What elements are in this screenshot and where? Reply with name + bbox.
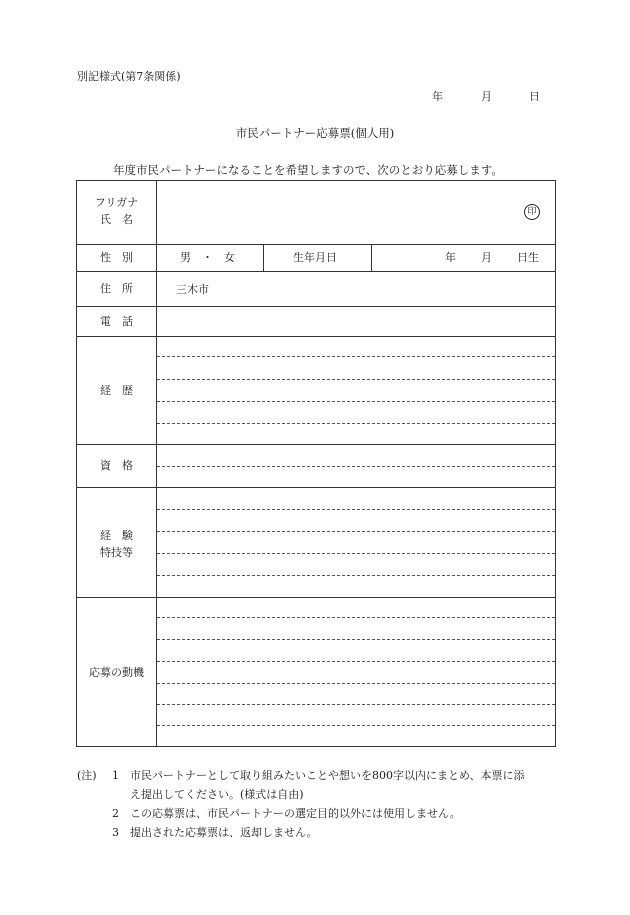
birthdate-label: 生年月日: [293, 251, 337, 264]
row-divider: [76, 244, 556, 245]
phone-field[interactable]: [157, 307, 555, 336]
motivation-field[interactable]: [157, 598, 555, 746]
note-number: 3: [112, 826, 119, 839]
experience-field[interactable]: [157, 488, 555, 597]
special-skills-label: 特技等: [100, 546, 133, 559]
experience-label: 経 験: [100, 529, 133, 542]
form-number: 別記様式(第7条関係): [77, 70, 181, 83]
note-number: 2: [112, 807, 119, 820]
intro-statement: 年度市民パートナーになることを希望しますので、次のとおり応募します。: [113, 163, 503, 177]
name-label: 氏 名: [100, 213, 133, 226]
note-text: 提出された応募票は、返却しません。: [130, 826, 318, 839]
motivation-label: 応募の動機: [89, 666, 144, 679]
qualification-field[interactable]: [157, 445, 555, 487]
note-text: 市民パートナーとして取り組みたいことや想いを800字以内にまとめ、本票に添: [130, 769, 525, 782]
address-field[interactable]: 三木市: [176, 283, 209, 296]
birth-month-label: 月: [481, 251, 492, 264]
address-label: 住 所: [100, 282, 133, 295]
note-text-continued: え提出してください。(様式は自由): [130, 788, 304, 801]
seal-mark-icon: 印: [524, 204, 540, 220]
qualification-label: 資 格: [100, 459, 133, 472]
birth-day-label: 日生: [517, 251, 539, 264]
birth-year-label: 年: [445, 251, 456, 264]
furigana-label: フリガナ: [94, 196, 139, 209]
gender-options[interactable]: 男 ・ 女: [180, 251, 235, 264]
gender-divider: [263, 244, 264, 271]
date-year-label: 年: [432, 90, 443, 103]
gender-label: 性 別: [100, 251, 133, 264]
date-day-label: 日: [529, 90, 540, 103]
note-number: 1: [112, 769, 119, 782]
career-label: 経 歴: [100, 384, 133, 397]
form-title: 市民パートナー応募票(個人用): [235, 126, 395, 140]
notes-prefix: (注): [77, 769, 97, 782]
note-text: この応募票は、市民パートナーの選定目的以外には使用しません。: [130, 807, 461, 820]
phone-label: 電 話: [100, 315, 133, 328]
row-divider: [76, 271, 556, 272]
career-field[interactable]: [157, 337, 555, 444]
birthdate-divider: [371, 244, 372, 271]
date-month-label: 月: [481, 90, 492, 103]
name-field[interactable]: [157, 181, 555, 244]
